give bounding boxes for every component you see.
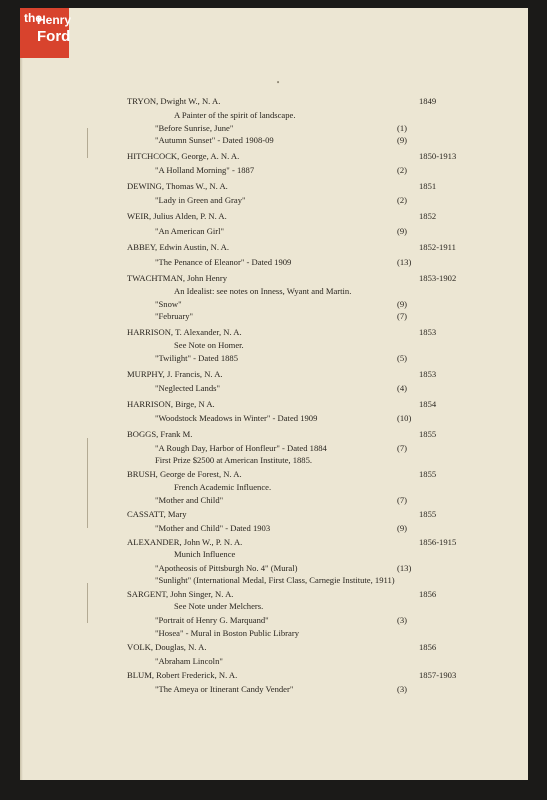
plate-number: (9): [397, 226, 408, 236]
artwork-entry: [155, 195, 246, 205]
plate-number: (2): [397, 195, 408, 205]
entry-text: "Lady in Green and Gray": [155, 195, 246, 205]
entry-text: BRUSH, George de Forest, N. A.: [127, 469, 242, 479]
binding-stitch: [87, 438, 88, 528]
artist-years: 1855: [419, 509, 437, 519]
entry-text: TWACHTMAN, John Henry: [127, 273, 228, 283]
artist-entry: [127, 469, 242, 479]
artwork-entry: [155, 226, 224, 236]
entry-text: Munich Influence: [174, 549, 236, 559]
plate-number: (1): [397, 123, 408, 133]
entry-text: MURPHY, J. Francis, N. A.: [127, 369, 223, 379]
artist-entry: [127, 642, 207, 652]
artwork-entry: [155, 628, 299, 638]
artist-note: [174, 549, 235, 559]
artist-entry: [127, 509, 187, 519]
artist-years: 1854: [419, 399, 437, 409]
plate-number: (7): [397, 311, 408, 321]
entry-text: "Abraham Lincoln": [155, 656, 223, 666]
artist-entry: [127, 273, 227, 283]
artist-entry: [127, 181, 228, 191]
artwork-entry: [155, 353, 238, 363]
artwork-entry: [155, 563, 297, 573]
logo-text-the: the: [24, 11, 42, 25]
entry-text: ALEXANDER, John W., P. N. A.: [127, 537, 243, 547]
artwork-entry: [155, 311, 193, 321]
artist-note: [174, 340, 244, 350]
artist-entry: [127, 670, 237, 680]
entry-text: "Mother and Child" - Dated 1903: [155, 523, 271, 533]
entry-text: "A Rough Day, Harbor of Honfleur" - Dated 1884: [155, 443, 327, 453]
artist-note: [174, 110, 295, 120]
entry-text: TRYON, Dwight W., N. A.: [127, 96, 221, 106]
entry-text: VOLK, Douglas, N. A.: [127, 642, 207, 652]
entry-text: See Note on Homer.: [174, 340, 244, 350]
artist-years: 1853: [419, 327, 437, 337]
artist-note: [174, 601, 263, 611]
artwork-entry: [155, 383, 220, 393]
artist-entry: [127, 589, 233, 599]
artist-years: 1852: [419, 211, 437, 221]
artwork-entry: [155, 165, 254, 175]
entry-text: "Autumn Sunset" - Dated 1908-09: [155, 135, 274, 145]
plate-number: (9): [397, 135, 408, 145]
artist-entry: [127, 369, 223, 379]
entry-text: "Sunlight" (International Medal, First Class, Carnegie Institute, 1911): [155, 575, 395, 585]
entry-text: "A Holland Morning" - 1887: [155, 165, 255, 175]
plate-number: (9): [397, 523, 408, 533]
entry-text: "The Ameya or Itinerant Candy Vender": [155, 684, 294, 694]
artist-years: 1856-1915: [419, 537, 457, 547]
binding-stitch: [87, 583, 88, 623]
artwork-entry: [155, 135, 274, 145]
henry-ford-logo: [20, 8, 72, 58]
binding-stitch: [87, 128, 88, 158]
entry-text: BLUM, Robert Frederick, N. A.: [127, 670, 238, 680]
artwork-entry: [155, 299, 182, 309]
artist-entry: [127, 429, 192, 439]
entry-text: See Note under Melchers.: [174, 601, 264, 611]
document-page: [20, 8, 528, 780]
artwork-entry: [155, 615, 269, 625]
artwork-entry: [155, 443, 327, 453]
plate-number: (2): [397, 165, 408, 175]
entry-text: "Mother and Child": [155, 495, 224, 505]
artwork-entry: [155, 413, 317, 423]
artist-years: 1855: [419, 429, 437, 439]
artwork-entry: [155, 495, 223, 505]
artwork-entry: [155, 684, 293, 694]
entry-text: HARRISON, T. Alexander, N. A.: [127, 327, 242, 337]
entry-text: ABBEY, Edwin Austin, N. A.: [127, 242, 230, 252]
plate-number: (13): [397, 563, 412, 573]
plate-number: (5): [397, 353, 408, 363]
entry-text: "Woodstock Meadows in Winter" - Dated 1909: [155, 413, 318, 423]
plate-number: (3): [397, 615, 408, 625]
artwork-entry: [155, 523, 270, 533]
artist-entry: [127, 399, 215, 409]
entry-text: "Twilight" - Dated 1885: [155, 353, 239, 363]
entry-text: BOGGS, Frank M.: [127, 429, 193, 439]
artist-entry: [127, 242, 229, 252]
entry-text: HARRISON, Birge, N A.: [127, 399, 215, 409]
entry-text: CASSATT, Mary: [127, 509, 187, 519]
plate-number: (7): [397, 443, 408, 453]
entry-text: An Idealist: see notes on Inness, Wyant and Martin.: [174, 286, 352, 296]
plate-number: (13): [397, 257, 412, 267]
artist-years: 1853: [419, 369, 437, 379]
artist-entry: [127, 537, 242, 547]
artist-entry: [127, 327, 242, 337]
plate-number: (7): [397, 495, 408, 505]
artist-entry: [127, 151, 239, 161]
entry-text: "Apotheosis of Pittsburgh No. 4" (Mural): [155, 563, 298, 573]
entry-text: SARGENT, John Singer, N. A.: [127, 589, 234, 599]
artist-entry: [127, 96, 220, 106]
artist-years: 1851: [419, 181, 437, 191]
entry-text: "An American Girl": [155, 226, 225, 236]
artist-years: 1856: [419, 589, 437, 599]
entry-text: "Hosea" - Mural in Boston Public Library: [155, 628, 300, 638]
plate-number: (4): [397, 383, 408, 393]
artist-note: [174, 286, 351, 296]
artist-note: [174, 482, 271, 492]
plate-number: (9): [397, 299, 408, 309]
entry-text: "Snow": [155, 299, 182, 309]
plate-number: (3): [397, 684, 408, 694]
artwork-entry: [155, 656, 223, 666]
entry-text: French Academic Influence.: [174, 482, 272, 492]
artwork-entry: [155, 257, 291, 267]
logo-text-ford: Ford: [37, 28, 71, 45]
artwork-entry: [155, 455, 312, 465]
entry-text: WEIR, Julius Alden, P. N. A.: [127, 211, 227, 221]
artwork-entry: [155, 575, 395, 585]
artist-years: 1856: [419, 642, 437, 652]
artist-entry: [127, 211, 227, 221]
artist-years: 1857-1903: [419, 670, 457, 680]
logo-text-henry: Henry: [37, 13, 72, 27]
entry-text: "The Penance of Eleanor" - Dated 1909: [155, 257, 292, 267]
entry-text: "February": [155, 311, 194, 321]
entry-text: HITCHCOCK, George, A. N. A.: [127, 151, 240, 161]
plate-number: (10): [397, 413, 412, 423]
entry-text: First Prize $2500 at American Institute, 1885.: [155, 455, 313, 465]
artist-years: 1850-1913: [419, 151, 457, 161]
paper-mark: •: [276, 79, 281, 87]
entry-text: DEWING, Thomas W., N. A.: [127, 181, 228, 191]
entry-text: "Portrait of Henry G. Marquand": [155, 615, 269, 625]
artist-years: 1853-1902: [419, 273, 457, 283]
entry-text: "Before Sunrise, June": [155, 123, 234, 133]
entry-text: A Painter of the spirit of landscape.: [174, 110, 296, 120]
artwork-entry: [155, 123, 233, 133]
artist-years: 1855: [419, 469, 437, 479]
artist-years: 1849: [419, 96, 437, 106]
entry-text: "Neglected Lands": [155, 383, 220, 393]
artist-years: 1852-1911: [419, 242, 456, 252]
